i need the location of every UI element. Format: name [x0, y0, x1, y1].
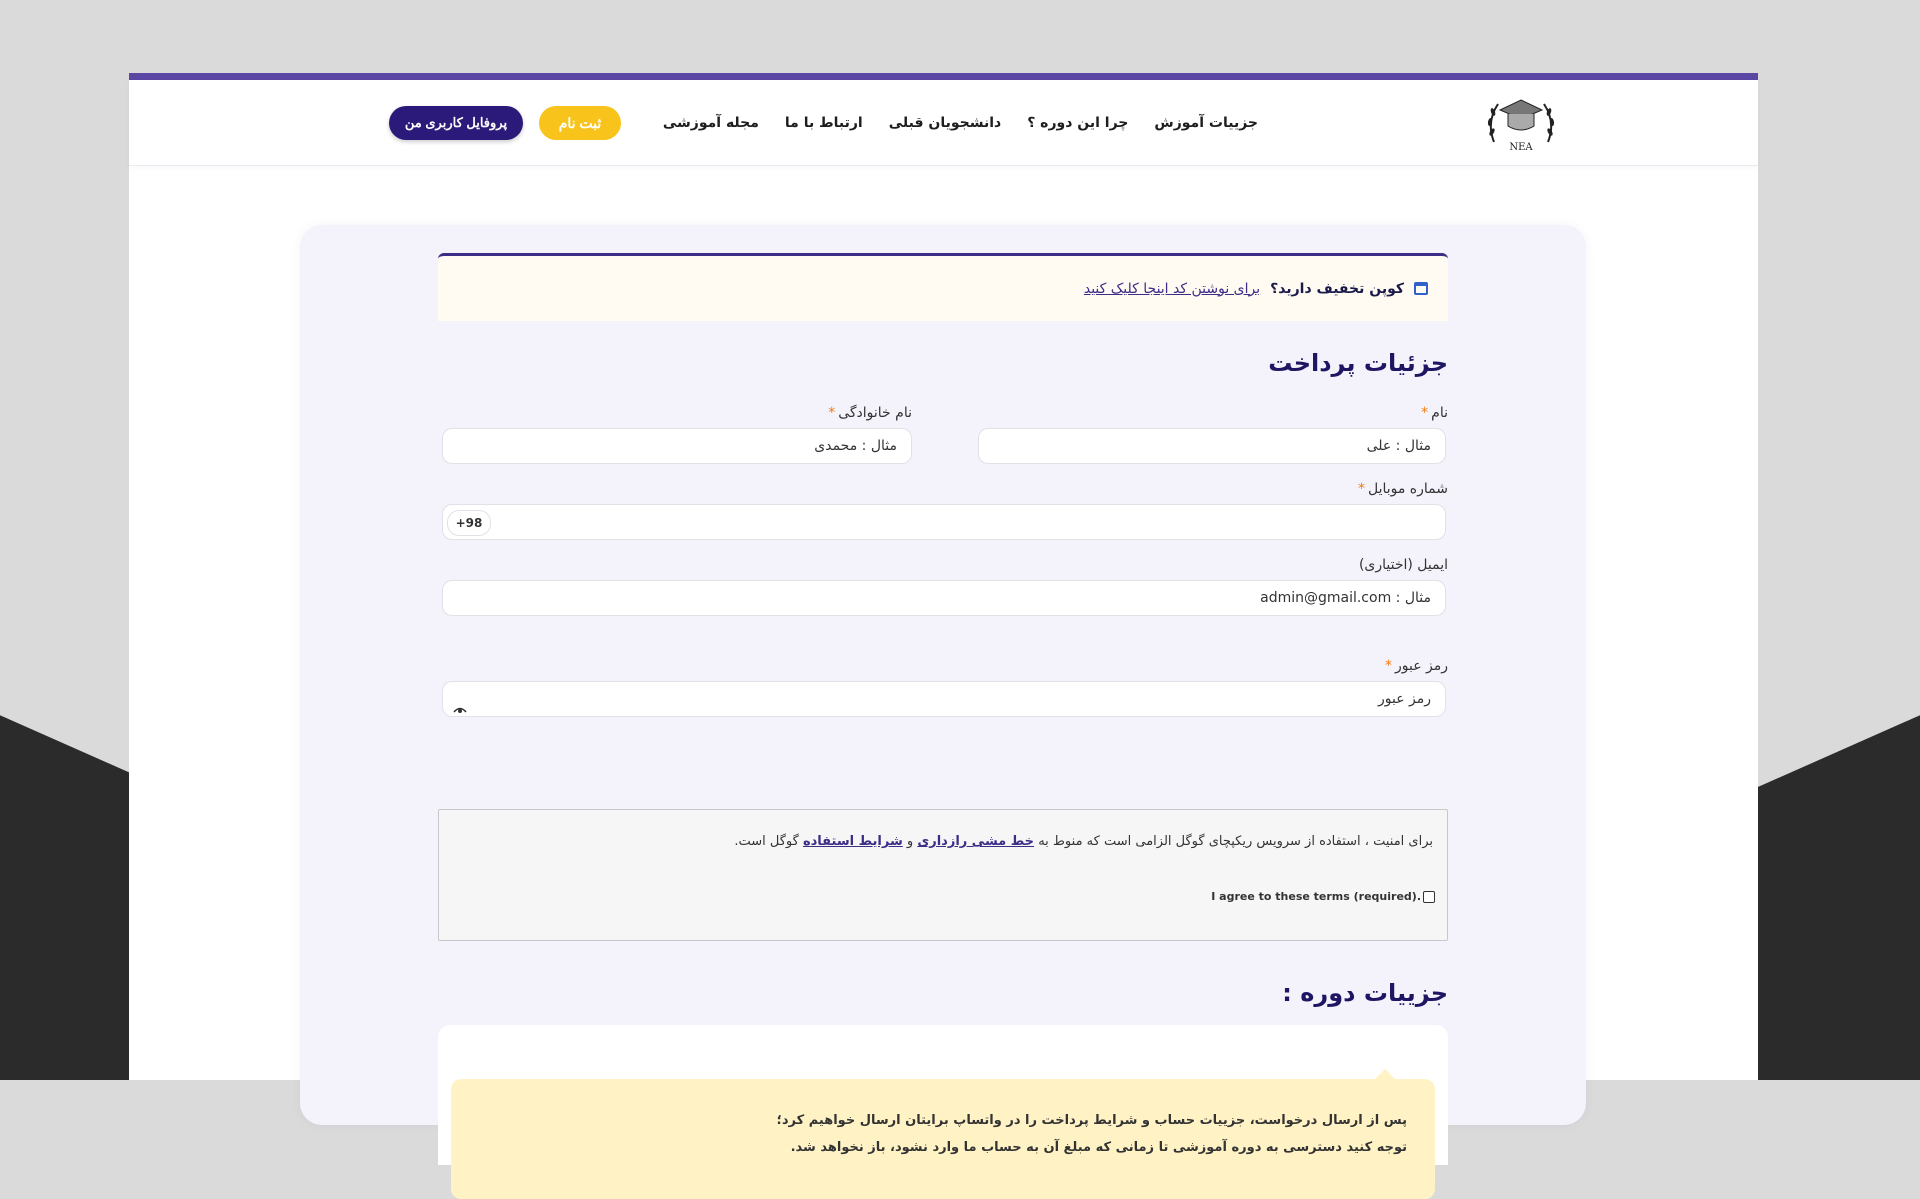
agree-terms[interactable] — [1211, 890, 1435, 903]
agree-checkbox[interactable] — [1423, 891, 1435, 903]
calendar-icon — [1414, 282, 1428, 295]
email-label: ایمیل (اختیاری) — [1358, 557, 1448, 573]
main-nav — [663, 80, 1258, 166]
first-name-label: نام* — [1421, 405, 1448, 421]
recaptcha-text: برای امنیت ، استفاده از سرویس ریکپچای گوگل الزامی است که منوط به خط مشی رازداری و شرایط استفاده گوگل است. — [734, 834, 1433, 849]
notice-line-2: توجه کنید دسترسی به دوره آموزشی تا زمانی که مبلغ آن به حساب ما وارد نشود، باز نخواهد شد. — [790, 1140, 1407, 1155]
nav-why-this-course[interactable]: چرا این دوره ؟ — [1027, 115, 1129, 131]
payment-notice — [451, 1079, 1435, 1199]
country-code-prefix[interactable]: +98 — [447, 510, 491, 536]
site-header — [129, 80, 1758, 166]
password-label: رمز عبور* — [1384, 658, 1448, 674]
page-frame — [129, 73, 1758, 1155]
nav-magazine[interactable]: مجله آموزشی — [662, 115, 759, 131]
email-field[interactable]: مثال : admin@gmail.com — [442, 580, 1446, 616]
nav-course-details[interactable]: جزییات آموزش — [1154, 115, 1258, 131]
coupon-question: کوپن تخفیف دارید؟ — [1270, 280, 1404, 297]
register-button[interactable]: ثبت نام — [539, 106, 621, 140]
profile-button[interactable]: پروفایل کاربری من — [389, 106, 523, 140]
eye-icon[interactable] — [453, 706, 467, 714]
agree-label: I agree to these terms (required). — [1211, 890, 1421, 903]
svg-text:NEA: NEA — [1509, 142, 1533, 153]
last-name-label: نام خانوادگی* — [828, 405, 912, 421]
nav-previous-students[interactable]: دانشجویان قبلی — [888, 115, 1002, 131]
password-placeholder: رمز عبور — [1377, 691, 1431, 707]
checkout-card — [300, 225, 1586, 1155]
course-details-box — [438, 1025, 1448, 1165]
terms-link[interactable]: شرایط استفاده — [802, 834, 903, 849]
nav-contact-us[interactable]: ارتباط با ما — [784, 115, 863, 131]
coupon-notice — [438, 253, 1448, 321]
payment-title: جزئیات پرداخت — [1268, 349, 1448, 377]
first-name-field[interactable]: مثال : علی — [978, 428, 1446, 464]
notice-line-1: پس از ارسال درخواست، جزییات حساب و شرایط پرداخت را در واتساپ برایتان ارسال خواهیم کرد؛ — [776, 1113, 1407, 1128]
site-logo[interactable] — [1484, 92, 1558, 156]
coupon-link[interactable]: برای نوشتن کد اینجا کلیک کنید — [1083, 280, 1261, 297]
course-details-title: جزییات دوره : — [1282, 979, 1448, 1007]
password-field[interactable] — [442, 681, 1446, 717]
mobile-field[interactable] — [442, 504, 1446, 540]
mobile-label: شماره موبایل* — [1357, 481, 1448, 497]
privacy-policy-link[interactable]: خط مشی رازداری — [917, 834, 1035, 849]
recaptcha-box — [438, 809, 1448, 941]
last-name-field[interactable]: مثال : محمدی — [442, 428, 912, 464]
